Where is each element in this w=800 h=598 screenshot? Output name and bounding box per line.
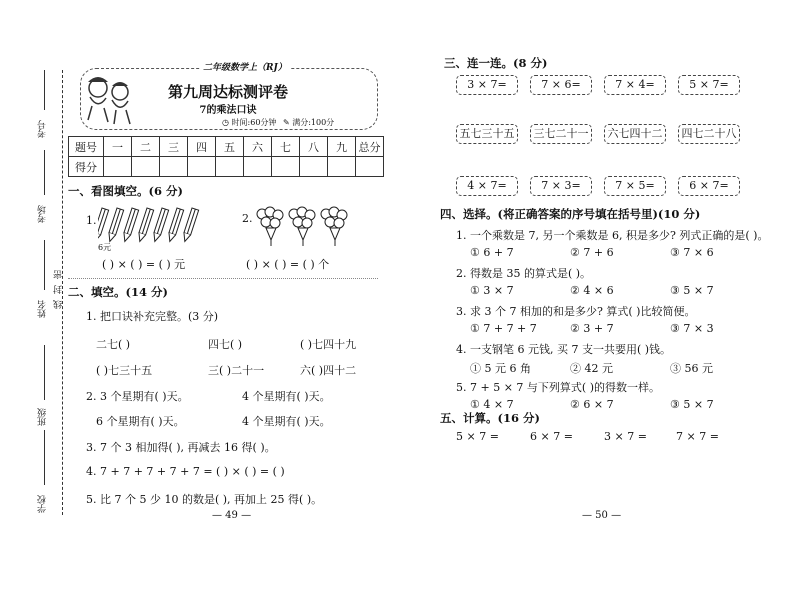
choice-option[interactable]: ② 42 元 xyxy=(570,362,613,375)
full-score-text: 满分:100分 xyxy=(292,118,335,127)
mnemonic-box[interactable]: 四七二十八 xyxy=(678,124,740,144)
section-3-title: 三、连一连。(8 分) xyxy=(444,56,548,70)
calc-item[interactable]: 3 × 7 = xyxy=(604,430,647,443)
choice-q2[interactable]: 2. 得数是 35 的算式是( )。 xyxy=(456,267,592,280)
fill-q2d[interactable]: 4 个星期有( )天。 xyxy=(242,415,331,428)
fill-q2b[interactable]: 4 个星期有( )天。 xyxy=(242,390,331,403)
choice-q4[interactable]: 4. 一支钢笔 6 元钱, 买 7 支一共要用( )钱。 xyxy=(456,343,672,356)
seal-label-3: 线 xyxy=(54,300,64,309)
mnemonic-blank-2[interactable]: 四七( ) xyxy=(208,338,243,351)
choice-option[interactable]: ② 3 + 7 xyxy=(570,322,614,335)
fill-q2c[interactable]: 6 个星期有( )天。 xyxy=(96,415,185,428)
page-number-right: — 50 — xyxy=(582,510,622,521)
choice-option[interactable]: ② 7 + 6 xyxy=(570,246,614,259)
score-table xyxy=(68,136,384,177)
expr-box[interactable]: 3 × 7= xyxy=(456,75,518,95)
pencils-illustration xyxy=(98,206,208,246)
class-label: 班级 xyxy=(38,408,48,426)
section-4-title: 四、选择。(将正确答案的序号填在括号里)(10 分) xyxy=(440,207,701,221)
choice-option[interactable]: ③ 5 × 7 xyxy=(670,284,714,297)
choice-option[interactable]: ② 4 × 6 xyxy=(570,284,614,297)
score-cell[interactable] xyxy=(272,157,300,177)
seal-label-2: 封 xyxy=(54,285,64,294)
cartoon-kids-illustration xyxy=(80,70,140,126)
name-label: 姓名 xyxy=(38,300,48,318)
score-cell[interactable] xyxy=(328,157,356,177)
calc-item[interactable]: 7 × 7 = xyxy=(676,430,719,443)
table-row xyxy=(69,137,384,157)
exam-number-label: 考号 xyxy=(38,120,48,138)
q2-number: 2. xyxy=(242,212,253,225)
field-line xyxy=(44,430,45,485)
fill-q3[interactable]: 3. 7 个 3 相加得( ), 再减去 16 得( )。 xyxy=(86,441,276,454)
table-cell: 六 xyxy=(244,137,272,157)
paper-subtitle: 7的乘法口诀 xyxy=(199,105,257,116)
time-limit xyxy=(220,117,336,128)
choice-option[interactable]: ① 6 + 7 xyxy=(470,246,514,259)
choice-option[interactable]: ③ 56 元 xyxy=(670,362,713,375)
field-line xyxy=(44,150,45,195)
calc-item[interactable]: 5 × 7 = xyxy=(456,430,499,443)
fill-q2a[interactable]: 2. 3 个星期有( )天。 xyxy=(86,390,189,403)
table-cell: 得分 xyxy=(69,157,104,177)
exam-room-label: 考场 xyxy=(38,205,48,223)
score-cell[interactable] xyxy=(300,157,328,177)
table-cell: 二 xyxy=(132,137,160,157)
choice-q1[interactable]: 1. 一个乘数是 7, 另一个乘数是 6, 积是多少? 列式正确的是( )。 xyxy=(456,229,769,242)
score-cell[interactable] xyxy=(104,157,132,177)
expr-box[interactable]: 4 × 7= xyxy=(456,176,518,196)
choice-option[interactable]: ① 5 元 6 角 xyxy=(470,362,531,375)
subject-label: 二年级数学上（RJ） xyxy=(200,60,290,73)
time-text: 时间:60分钟 xyxy=(231,118,277,127)
q1-number: 1. xyxy=(86,214,97,227)
section-divider xyxy=(68,278,378,279)
section-1-title: 一、看图填空。(6 分) xyxy=(68,184,183,198)
score-cell[interactable] xyxy=(160,157,188,177)
section-2-title: 二、填空。(14 分) xyxy=(68,285,168,299)
table-cell: 七 xyxy=(272,137,300,157)
section-5-title: 五、计算。(16 分) xyxy=(440,411,540,425)
mnemonic-blank-4[interactable]: ( )七三十五 xyxy=(96,364,153,377)
choice-option[interactable]: ① 3 × 7 xyxy=(470,284,514,297)
table-cell: 九 xyxy=(328,137,356,157)
mnemonic-box[interactable]: 三七二十一 xyxy=(530,124,592,144)
mnemonic-box[interactable]: 五七三十五 xyxy=(456,124,518,144)
clock-icon: ◷ xyxy=(222,118,229,127)
q1-answer-blanks[interactable]: ( ) × ( ) = ( ) 元 xyxy=(102,258,186,271)
expr-box[interactable]: 6 × 7= xyxy=(678,176,740,196)
table-cell: 八 xyxy=(300,137,328,157)
seal-label-1: 密 xyxy=(54,270,64,279)
mnemonic-box[interactable]: 六七四十二 xyxy=(604,124,666,144)
score-cell[interactable] xyxy=(216,157,244,177)
score-cell[interactable] xyxy=(356,157,384,177)
choice-option[interactable]: ② 6 × 7 xyxy=(570,398,614,411)
expr-box[interactable]: 7 × 4= xyxy=(604,75,666,95)
flower-bunches-illustration xyxy=(252,206,352,248)
paper-title: 第九周达标测评卷 xyxy=(168,83,289,101)
choice-option[interactable]: ③ 5 × 7 xyxy=(670,398,714,411)
pencil-icon: ✎ xyxy=(282,118,290,127)
table-cell: 五 xyxy=(216,137,244,157)
mnemonic-blank-3[interactable]: ( )七四十九 xyxy=(300,338,357,351)
school-label: 学校 xyxy=(38,495,48,513)
q2-answer-blanks[interactable]: ( ) × ( ) = ( ) 个 xyxy=(246,258,330,271)
pencil-price: 6元 xyxy=(98,243,112,252)
table-cell: 四 xyxy=(188,137,216,157)
choice-option[interactable]: ③ 7 × 6 xyxy=(670,246,714,259)
score-cell[interactable] xyxy=(244,157,272,177)
score-cell[interactable] xyxy=(132,157,160,177)
choice-q3[interactable]: 3. 求 3 个 7 相加的和是多少? 算式( )比较简便。 xyxy=(456,305,696,318)
choice-option[interactable]: ① 7 + 7 + 7 xyxy=(470,322,537,335)
choice-option[interactable]: ③ 7 × 3 xyxy=(670,322,714,335)
expr-box[interactable]: 7 × 5= xyxy=(604,176,666,196)
choice-q5[interactable]: 5. 7 + 5 × 7 与下列算式( )的得数一样。 xyxy=(456,381,660,394)
field-line xyxy=(44,345,45,400)
table-cell: 总分 xyxy=(356,137,384,157)
field-line xyxy=(44,70,45,110)
field-line xyxy=(44,240,45,290)
score-cell[interactable] xyxy=(188,157,216,177)
table-cell: 三 xyxy=(160,137,188,157)
table-cell: 题号 xyxy=(69,137,104,157)
table-cell: 一 xyxy=(104,137,132,157)
choice-option[interactable]: ① 4 × 7 xyxy=(470,398,514,411)
expr-box[interactable]: 7 × 3= xyxy=(530,176,592,196)
page-number-left: — 49 — xyxy=(212,510,252,521)
mnemonic-blank-5[interactable]: 三( )二十一 xyxy=(208,364,265,377)
expr-box[interactable]: 5 × 7= xyxy=(678,75,740,95)
expr-box[interactable]: 7 × 6= xyxy=(530,75,592,95)
calc-item[interactable]: 6 × 7 = xyxy=(530,430,573,443)
fill-q4[interactable]: 4. 7 + 7 + 7 + 7 + 7 = ( ) × ( ) = ( ) xyxy=(86,465,285,478)
mnemonic-blank-1[interactable]: 二七( ) xyxy=(96,338,131,351)
table-row xyxy=(69,157,384,177)
fill-q1-prompt: 1. 把口诀补充完整。(3 分) xyxy=(86,310,219,323)
mnemonic-blank-6[interactable]: 六( )四十二 xyxy=(300,364,357,377)
fill-q5[interactable]: 5. 比 7 个 5 少 10 的数是( ), 再加上 25 得( )。 xyxy=(86,493,323,506)
